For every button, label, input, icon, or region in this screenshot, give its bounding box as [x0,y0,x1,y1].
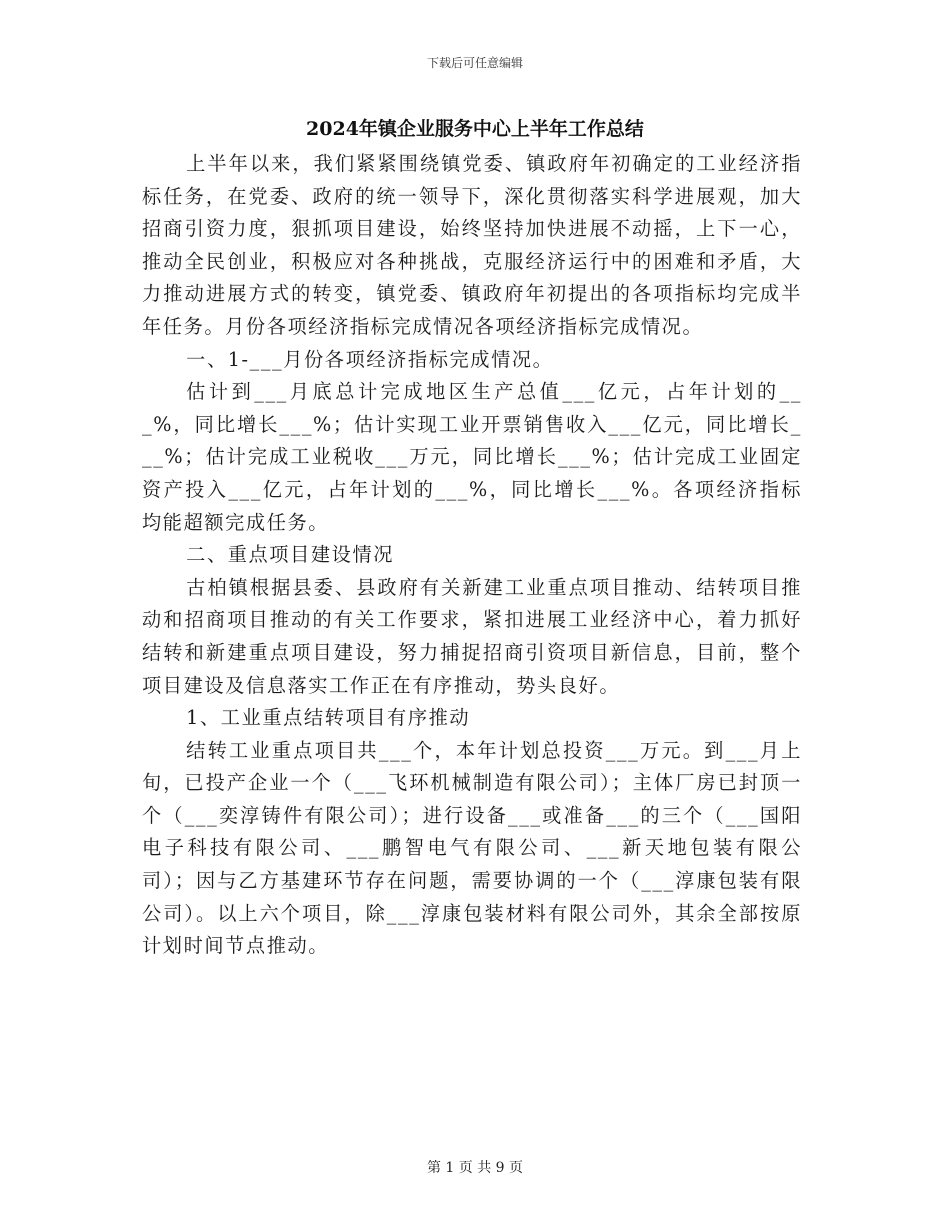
paragraph-carryover-projects: 结转工业重点项目共___个，本年计划总投资___万元。到___月上旬，已投产企业一个（___飞环机械制造有限公司）；主体厂房已封顶一个（___奕淳铸件有限公司）；进行设备___或准备___的三个（___国阳电子科技有限公司、___鹏智电气有限公司、___新天地包装有限公司）；因与乙方基建环节存在问题，需要协调的一个（___淳康包装有限公司）。以上六个项目，除___淳康包装材料有限公司外，其余全部按原计划时间节点推动。 [142,738,802,958]
section-heading-2: 二、重点项目建设情况 [186,543,395,567]
page-number: 第 1 页 共 9 页 [426,1160,524,1176]
paragraph-intro: 上半年以来，我们紧紧围绕镇党委、镇政府年初确定的工业经济指标任务，在党委、政府的统一领导下，深化贯彻落实科学进展观，加大招商引资力度，狠抓项目建设，始终坚持加快进展不动摇，上下一心，推动全民创业，积极应对各种挑战，克服经济运行中的困难和矛盾，大力推动进展方式的转变，镇党委、镇政府年初提出的各项指标均完成半年任务。月份各项经济指标完成情况各项经济指标完成情况。 [142,152,802,338]
document-title: 2024年镇企业服务中心上半年工作总结 [306,118,644,140]
document-body [142,148,802,963]
paragraph-projects: 古柏镇根据县委、县政府有关新建工业重点项目推动、结转项目推动和招商项目推动的有关工作要求，紧扣进展工业经济中心，着力抓好结转和新建重点项目建设，努力捕捉招商引资项目新信息，目前，整个项目建设及信息落实工作正在有序推动，势头良好。 [142,575,802,697]
subsection-heading-1: 1、工业重点结转项目有序推动 [186,706,471,730]
header-note: 下载后可任意编辑 [426,56,523,70]
paragraph-indicators: 估计到___月底总计完成地区生产总值___亿元，占年计划的___%，同比增长___%；估计实现工业开票销售收入___亿元，同比增长___%；估计完成工业税收___万元，同比增长___%；估计完成工业固定资产投入___亿元，占年计划的___%，同比增长___%。各项经济指标均能超额完成任务。 [142,380,802,534]
section-heading-1: 一、1-___月份各项经济指标完成情况。 [186,347,554,371]
